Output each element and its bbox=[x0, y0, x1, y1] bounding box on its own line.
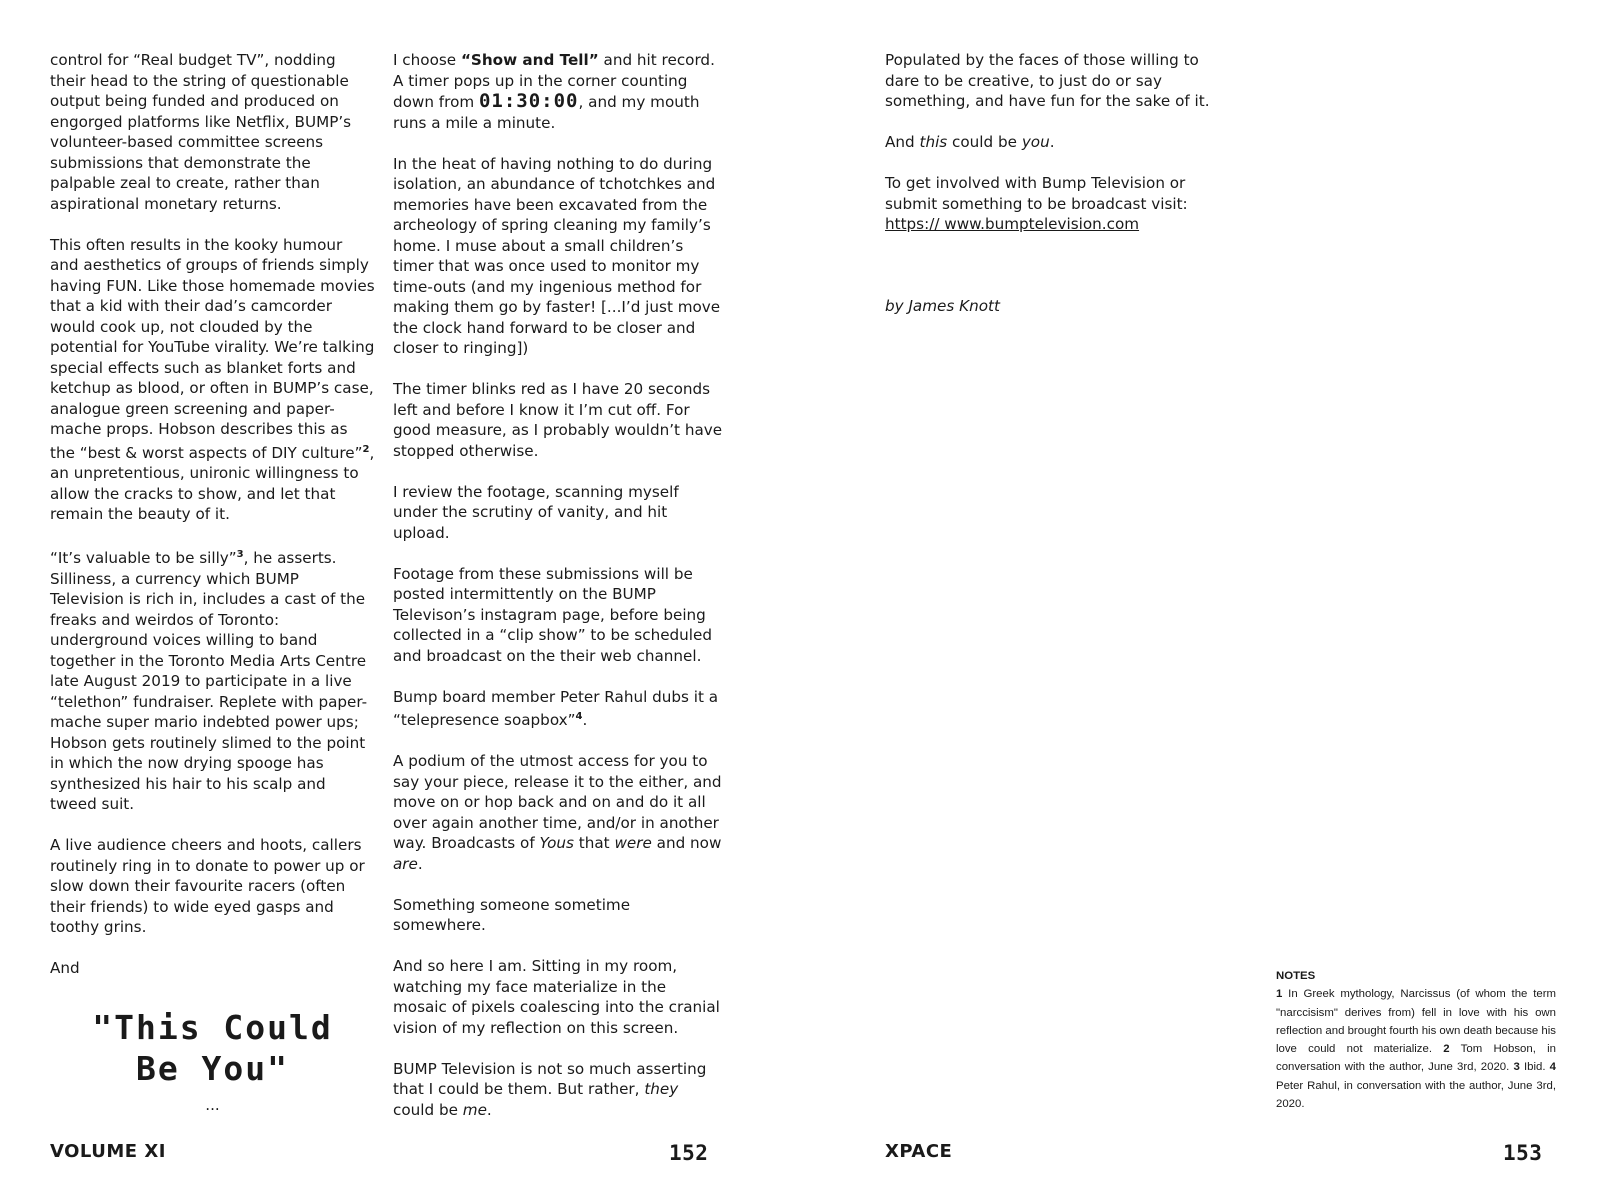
left-page-column-1 bbox=[50, 50, 375, 1115]
text-span: , an unpretentious, unironic willingness to allow the cracks to show, and let that remain the beauty of it. bbox=[50, 443, 375, 524]
bold-text: “Show and Tell” bbox=[460, 51, 599, 69]
text-span: could be bbox=[947, 133, 1022, 151]
text-span: A podium of the utmost access for you to say your piece, release it to the either, and move on or hop back and on and do it all over again another time, and/or in another way. Broadcasts of bbox=[393, 752, 722, 853]
paragraph: Populated by the faces of those willing to dare to be creative, to just do or say something, and have fun for the sake of it. bbox=[885, 51, 1210, 110]
footnote-text: Ibid. bbox=[1519, 1061, 1550, 1074]
text-span: could be bbox=[393, 1100, 463, 1119]
italic-text: you bbox=[1021, 133, 1050, 151]
paragraph bbox=[393, 50, 723, 133]
pull-quote-line: Be You" bbox=[135, 1048, 290, 1088]
text-span: . bbox=[1049, 133, 1055, 151]
text-span: , and my mouth runs a mile a minute. bbox=[393, 93, 700, 132]
page-number-left: 152 bbox=[669, 1141, 709, 1165]
italic-text: were bbox=[614, 834, 652, 853]
italic-text: me bbox=[462, 1100, 487, 1119]
page-number-right: 153 bbox=[1503, 1141, 1543, 1165]
paragraph bbox=[50, 545, 375, 815]
text-span: that bbox=[573, 834, 615, 853]
italic-text: Yous bbox=[539, 834, 574, 853]
footer-publication: XPACE bbox=[885, 1141, 953, 1162]
paragraph: The timer blinks red as I have 20 seconds left and before I know it I’m cut off. For good measure, as I probably wouldn’t have stopped otherwise. bbox=[393, 380, 723, 460]
text-span: “It’s valuable to be silly” bbox=[50, 549, 237, 568]
italic-text: this bbox=[919, 133, 948, 151]
text-span: BUMP Television is not so much asserting that I could be them. But rather, bbox=[393, 1059, 707, 1099]
paragraph bbox=[50, 235, 375, 525]
italic-text: they bbox=[644, 1080, 679, 1099]
text-span: and now bbox=[651, 834, 722, 853]
paragraph bbox=[393, 1059, 723, 1121]
text-span: . bbox=[582, 711, 588, 730]
notes-body bbox=[1276, 985, 1556, 1113]
footnote-number: 1 bbox=[1276, 988, 1283, 1001]
right-page-column bbox=[885, 50, 1215, 337]
ellipsis: ... bbox=[205, 1095, 220, 1114]
paragraph: control for “Real budget TV”, nodding their head to the string of questionable output being funded and produced on engorged platforms like Netflix, BUMP’s volunteer-based committee screens submissions that demonstrate the palpable zeal to create, rather than aspirational monetary returns. bbox=[50, 51, 352, 213]
notes-heading: NOTES bbox=[1276, 970, 1316, 982]
paragraph bbox=[885, 132, 1215, 153]
paragraph bbox=[393, 687, 723, 731]
paragraph: And bbox=[50, 959, 80, 978]
byline bbox=[885, 296, 1215, 317]
footnote-text: In Greek mythology, Narcissus (of whom the term "narccisism" derives from) fell in love with his own reflection and brought fourth his own death because his love could not materialize. bbox=[1276, 988, 1556, 1056]
text-span: Bump board member Peter Rahul dubs it a “telepresence soapbox” bbox=[393, 687, 719, 730]
paragraph bbox=[393, 751, 723, 874]
footnote-text: Peter Rahul, in conversation with the author, June 3rd, 2020. bbox=[1276, 1079, 1556, 1111]
text-span: , he asserts. Silliness, a currency which BUMP Television is rich in, includes a cast of the freaks and weirdos of Toronto: underground voices willing to band together in the Toronto Media Arts Centre late August 2019 to participate in a live “telethon” fundraiser. Replete with paper-mache super mario indebted power ups; Hobson gets routinely slimed to the point in which the now drying spooge has synthesized his hair to his scalp and tweed suit. bbox=[50, 549, 368, 814]
pull-quote bbox=[50, 1007, 375, 1089]
paragraph: I review the footage, scanning myself under the scrutiny of vanity, and hit upload. bbox=[393, 482, 679, 542]
pull-quote-line: "This Could bbox=[92, 1007, 333, 1047]
footnote-ref: 2 bbox=[362, 443, 370, 455]
paragraph: A live audience cheers and hoots, callers routinely ring in to donate to power up or slow down their favourite racers (often their friends) to wide eyed gasps and toothy grins. bbox=[50, 836, 365, 937]
text-span: . bbox=[417, 854, 423, 873]
left-page-column-2 bbox=[393, 50, 723, 1141]
text-span: I choose bbox=[393, 51, 461, 69]
text-span: And bbox=[885, 133, 920, 151]
footer-volume: VOLUME XI bbox=[50, 1141, 166, 1162]
italic-text: by James Knott bbox=[885, 296, 1000, 315]
text-span: . bbox=[486, 1100, 492, 1119]
italic-text: are bbox=[393, 854, 418, 873]
footnote-number: 2 bbox=[1443, 1043, 1450, 1056]
footnote-ref: 3 bbox=[236, 549, 244, 561]
paragraph: In the heat of having nothing to do during isolation, an abundance of tchotchkes and memories have been excavated from the archeology of spring cleaning my family’s home. I muse about a small children’s timer that was once used to monitor my time-outs (and my ingenious method for making them go by faster! [...I’d just move the clock hand forward to be closer and closer to ringing]) bbox=[393, 154, 721, 357]
text-span: and hit record. A timer pops up in the corner counting down from bbox=[393, 51, 715, 111]
footnote-ref: 4 bbox=[575, 711, 583, 722]
footnotes bbox=[1276, 967, 1556, 1113]
paragraph: Something someone sometime somewhere. bbox=[393, 895, 631, 935]
footnote-text: Tom Hobson, in conversation with the author, June 3rd, 2020. bbox=[1276, 1043, 1557, 1074]
paragraph: And so here I am. Sitting in my room, watching my face materialize in the mosaic of pixels coalescing into the cranial vision of my reflection on this screen. bbox=[393, 957, 720, 1037]
timer-readout: 01:30:00 bbox=[478, 90, 579, 112]
footnote-number: 3 bbox=[1513, 1061, 1520, 1074]
footnote-number: 4 bbox=[1549, 1061, 1557, 1074]
website-link[interactable]: https:// www.bumptelevision.com bbox=[885, 215, 1140, 233]
paragraph bbox=[885, 173, 1215, 235]
paragraph: Footage from these submissions will be posted intermittently on the BUMP Televison’s instagram page, before being collected in a “clip show” to be scheduled and broadcast on the their web channel. bbox=[393, 564, 713, 665]
text-span: To get involved with Bump Television or submit something to be broadcast visit: bbox=[885, 174, 1188, 213]
text-span: This often results in the kooky humour and aesthetics of groups of friends simply having FUN. Like those homemade movies that a kid with their dad’s camcorder would cook up, not clouded by the potential for YouTube virality. We’re talking special effects such as blanket forts and ketchup as blood, or often in BUMP’s case, analogue green screening and paper-mache props. Hobson describes this as the “best & worst aspects of DIY culture” bbox=[50, 235, 375, 462]
